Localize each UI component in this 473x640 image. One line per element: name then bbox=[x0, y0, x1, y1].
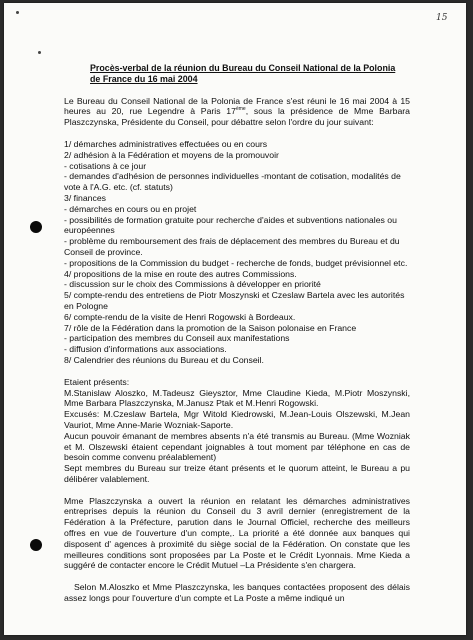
body-paragraph-continued: Selon M.Aloszko et Mme Plaszczynska, les banques contactées proposent des délais assez longs pour l'ouverture d'un compte et La Poste a même indiqué un bbox=[64, 582, 410, 604]
document-content bbox=[64, 63, 410, 615]
agenda-item: 7/ rôle de la Fédération dans la promotion de la Saison polonaise en France bbox=[64, 322, 357, 333]
intro-superscript: ème bbox=[235, 106, 246, 113]
agenda-item: 2/ adhésion à la Fédération et moyens de la promouvoir bbox=[64, 149, 279, 160]
agenda-item: - propositions de la Commission du budget - recherche de fonds, budget prévisionnel etc. bbox=[64, 257, 408, 268]
agenda-item: - diffusion d'informations aux associations. bbox=[64, 344, 227, 355]
scan-speck bbox=[38, 51, 41, 54]
attendance-line: Sept membres du Bureau sur treize étant présents et le quorum atteint, le Bureau a pu délibérer valablement. bbox=[64, 463, 410, 484]
agenda-item: 3/ finances bbox=[64, 192, 107, 203]
agenda-item: - discussion sur le choix des Commissions à développer en priorité bbox=[64, 279, 321, 290]
title-line: Procès-verbal de la réunion du Bureau du Conseil National de la Polonia bbox=[90, 63, 396, 73]
agenda-item: - demandes d'adhésion de personnes individuelles -montant de cotisation, modalités de vote à l'A.G. etc. (cf. statuts) bbox=[64, 171, 401, 193]
punch-hole-bottom bbox=[30, 539, 42, 551]
attendance-line: M.Stanislaw Aloszko, M.Tadeusz Gieysztor, Mme Claudine Kieda, M.Piotr Moszynski, Mme Barbara Plaszczynska, M.Janusz Ptak et M.Henri Rogowski. bbox=[64, 387, 410, 409]
punch-hole-top bbox=[30, 221, 42, 233]
agenda-item: 4/ propositions de la mise en route des autres Commissions. bbox=[64, 268, 297, 279]
document-title bbox=[90, 63, 410, 85]
agenda-item: - démarches en cours ou en projet bbox=[64, 203, 197, 214]
intro-text: Le Bureau du Conseil National de la Polonia de France s'est réuni le 16 mai 2004 à 15 heures au 20, rue Legendre à Paris 17 bbox=[64, 95, 410, 117]
scan-speck bbox=[16, 11, 19, 14]
agenda-list bbox=[64, 139, 410, 366]
agenda-item: - cotisations à ce jour bbox=[64, 160, 147, 171]
attendance-section bbox=[64, 377, 410, 485]
document-page bbox=[4, 3, 466, 635]
intro-text: , sous la présidence de Mme Barbara Plaszczynska, Présidente du Conseil, pour débattre selon l'ordre du jour suivant: bbox=[64, 106, 410, 128]
body-paragraph: Mme Plaszczynska a ouvert la réunion en relatant les démarches administratives entreprises depuis la réunion du Conseil du 3 avril dernier (enregistrement de la Fédération à la Préfecture, parution dans le Journal Officiel, recherche des meilleurs offres en vue de l'ouverture d'un compte,. La priorité a été donnée aux banques qui disposent d' agences à proximité du siège social de la Fédération. On constate que les meilleures conditions sont proposées par La Poste et le Crédit Lyonnais. Mme Kieda a suggéré de contacter encore le Crédit Mutuel –La Présidente s'en chargera. bbox=[64, 495, 410, 571]
attendance-line: Excusés: M.Czeslaw Bartela, Mgr Witold Kiedrowski, M.Jean-Louis Olszewski, M.Jean Vauriot, Mme Anne-Marie Wozniak-Saporte. bbox=[64, 409, 410, 430]
agenda-item: 6/ compte-rendu de la visite de Henri Rogowski à Bordeaux. bbox=[64, 311, 296, 322]
title-line: de France du 16 mai 2004 bbox=[90, 73, 198, 84]
intro-paragraph bbox=[64, 96, 410, 128]
attendance-line: Aucun pouvoir émanant de membres absents n'a été transmis au Bureau. (Mme Wozniak et M. Olszewski étaient cependant joignables à tout moment par téléphone en cas de besoin comme convenu préalablement) bbox=[64, 430, 410, 463]
agenda-item: 1/ démarches administratives effectuées ou en cours bbox=[64, 138, 268, 149]
page-number: 15 bbox=[436, 13, 448, 23]
agenda-item: - problème du remboursement des frais de déplacement des membres du Bureau et du Conseil de province. bbox=[64, 236, 400, 257]
agenda-item: 5/ compte-rendu des entretiens de Piotr Moszynski et Czeslaw Bartela avec les autorités en Pologne bbox=[64, 290, 405, 311]
agenda-item: - participation des membres du Conseil aux manifestations bbox=[64, 333, 290, 344]
agenda-item: - possibilités de formation gratuite pour recherche d'aides et subventions nationales ou européennes bbox=[64, 214, 397, 236]
attendance-line: Etaient présents: bbox=[64, 376, 130, 387]
agenda-item: 8/ Calendrier des réunions du Bureau et du Conseil. bbox=[64, 354, 264, 365]
